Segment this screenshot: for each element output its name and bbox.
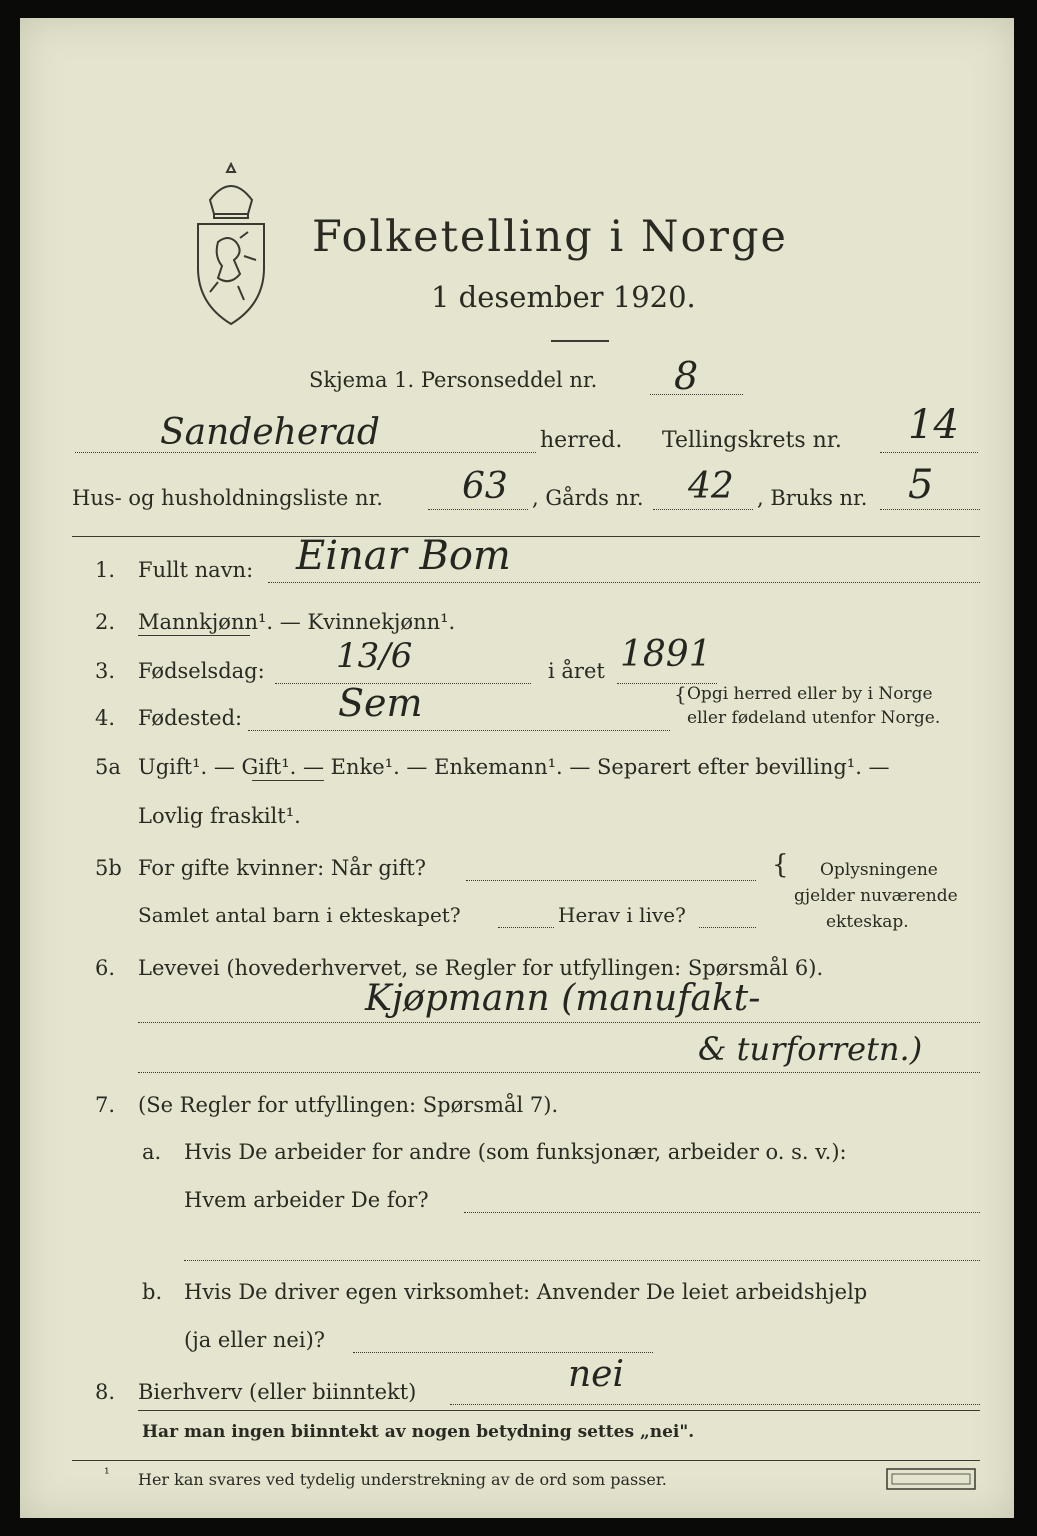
gards-label: , Gårds nr. xyxy=(532,486,644,510)
q4-note-brace: { xyxy=(674,682,687,706)
q5b-children-dots xyxy=(498,927,554,928)
side-income-value[interactable]: nei xyxy=(568,1354,625,1395)
footer-divider xyxy=(138,1410,980,1411)
q5b-number: 5b xyxy=(95,856,122,880)
q1-number: 1. xyxy=(95,558,116,582)
q7-label: (Se Regler for utfyllingen: Spørsmål 7). xyxy=(138,1093,559,1117)
q7a-label: Hvis De arbeider for andre (som funksjonær, arbeider o. s. v.): xyxy=(184,1140,847,1164)
schema-label: Skjema 1. Personseddel nr. xyxy=(309,368,598,392)
gender-underline xyxy=(138,635,250,636)
q5b-alive-dots xyxy=(699,927,756,928)
gift-underline xyxy=(252,780,324,781)
q5b-note-line3: ekteskap. xyxy=(826,912,909,932)
occupation-value-line2[interactable]: & turforretn.) xyxy=(698,1030,923,1068)
q8-number: 8. xyxy=(95,1380,116,1404)
q5a-label-line2: Lovlig fraskilt¹. xyxy=(138,804,301,828)
q1-label: Fullt navn: xyxy=(138,558,254,582)
q7-number: 7. xyxy=(95,1093,116,1117)
bruks-dots xyxy=(880,509,980,510)
occupation-value-line1[interactable]: Kjøpmann (manufakt- xyxy=(365,978,761,1019)
q7a-dots-1 xyxy=(464,1212,980,1213)
q6-number: 6. xyxy=(95,956,116,980)
birthplace-value[interactable]: Sem xyxy=(338,681,423,725)
printer-stamp-icon xyxy=(886,1468,976,1490)
q1-dots xyxy=(268,582,980,583)
census-form-page xyxy=(20,18,1014,1518)
q8-dots xyxy=(450,1404,980,1405)
q5b-label: For gifte kvinner: Når gift? xyxy=(138,856,427,880)
q4-dots xyxy=(248,730,670,731)
form-title: Folketelling i Norge xyxy=(312,212,788,262)
q5b-alive-label: Herav i live? xyxy=(558,903,686,927)
hus-label: Hus- og husholdningsliste nr. xyxy=(72,486,383,510)
q4-label: Fødested: xyxy=(138,706,243,730)
q7b-label-line2: (ja eller nei)? xyxy=(184,1328,326,1352)
person-nr-value[interactable]: 8 xyxy=(674,354,699,398)
herred-label: herred. xyxy=(540,428,623,453)
herred-value[interactable]: Sandeherad xyxy=(160,412,380,453)
gards-value[interactable]: 42 xyxy=(688,466,734,507)
title-divider xyxy=(551,340,609,342)
footnote-mark: ¹ xyxy=(104,1466,110,1482)
marital-status-options[interactable]: Ugift¹. — Gift¹. — Enke¹. — Enkemann¹. — Separert efter bevilling¹. — xyxy=(138,755,890,779)
bruks-value[interactable]: 5 xyxy=(908,462,934,508)
census-date: 1 desember 1920. xyxy=(431,280,696,314)
q6-dots-1 xyxy=(138,1022,980,1023)
q6-label: Levevei (hovederhvervet, se Regler for utfyllingen: Spørsmål 6). xyxy=(138,956,824,980)
q7b-label: Hvis De driver egen virksomhet: Anvender De leiet arbeidshjelp xyxy=(184,1280,868,1304)
q5b-note-line1: Oplysningene xyxy=(820,860,938,880)
q5b-note-brace: { xyxy=(772,850,789,880)
q7a-dots-2 xyxy=(184,1260,980,1261)
header-divider xyxy=(72,536,980,537)
gards-dots xyxy=(653,509,753,510)
q3-number: 3. xyxy=(95,659,116,683)
hus-value[interactable]: 63 xyxy=(462,466,508,507)
q7a-number: a. xyxy=(142,1140,162,1164)
bruks-label: , Bruks nr. xyxy=(757,486,868,510)
q6-dots-2 xyxy=(138,1072,980,1073)
birthdate-value[interactable]: 13/6 xyxy=(336,636,413,676)
q4-note-line2: eller fødeland utenfor Norge. xyxy=(687,708,941,728)
q4-number: 4. xyxy=(95,706,116,730)
full-name-value[interactable]: Einar Bom xyxy=(296,533,511,579)
q7a-label-line2: Hvem arbeider De for? xyxy=(184,1188,429,1212)
q3-year-label: i året xyxy=(548,659,605,683)
q3-label: Fødselsdag: xyxy=(138,659,265,683)
krets-value[interactable]: 14 xyxy=(908,402,959,448)
footer-note: Har man ingen biinntekt av nogen betydning settes „nei". xyxy=(142,1422,695,1442)
footnote-text: Her kan svares ved tydelig understrekning av de ord som passer. xyxy=(138,1470,667,1489)
footnote-divider xyxy=(72,1460,980,1461)
krets-label: Tellingskrets nr. xyxy=(662,428,842,453)
q7b-dots xyxy=(353,1352,653,1353)
birthyear-value[interactable]: 1891 xyxy=(620,634,712,675)
krets-dots xyxy=(880,452,978,453)
q4-note-line1: Opgi herred eller by i Norge xyxy=(687,684,933,704)
q2-number: 2. xyxy=(95,610,116,634)
q5b-children-label: Samlet antal barn i ekteskapet? xyxy=(138,903,461,927)
q5a-number: 5a xyxy=(95,755,121,779)
q7b-number: b. xyxy=(142,1280,163,1304)
q8-label: Bierhverv (eller biinntekt) xyxy=(138,1380,417,1404)
q5b-dots xyxy=(466,880,756,881)
q5b-note-line2: gjelder nuværende xyxy=(794,886,958,906)
hus-dots xyxy=(428,509,528,510)
norway-coat-of-arms-icon xyxy=(188,160,274,330)
gender-options[interactable]: Mannkjønn¹. — Kvinnekjønn¹. xyxy=(138,610,456,634)
